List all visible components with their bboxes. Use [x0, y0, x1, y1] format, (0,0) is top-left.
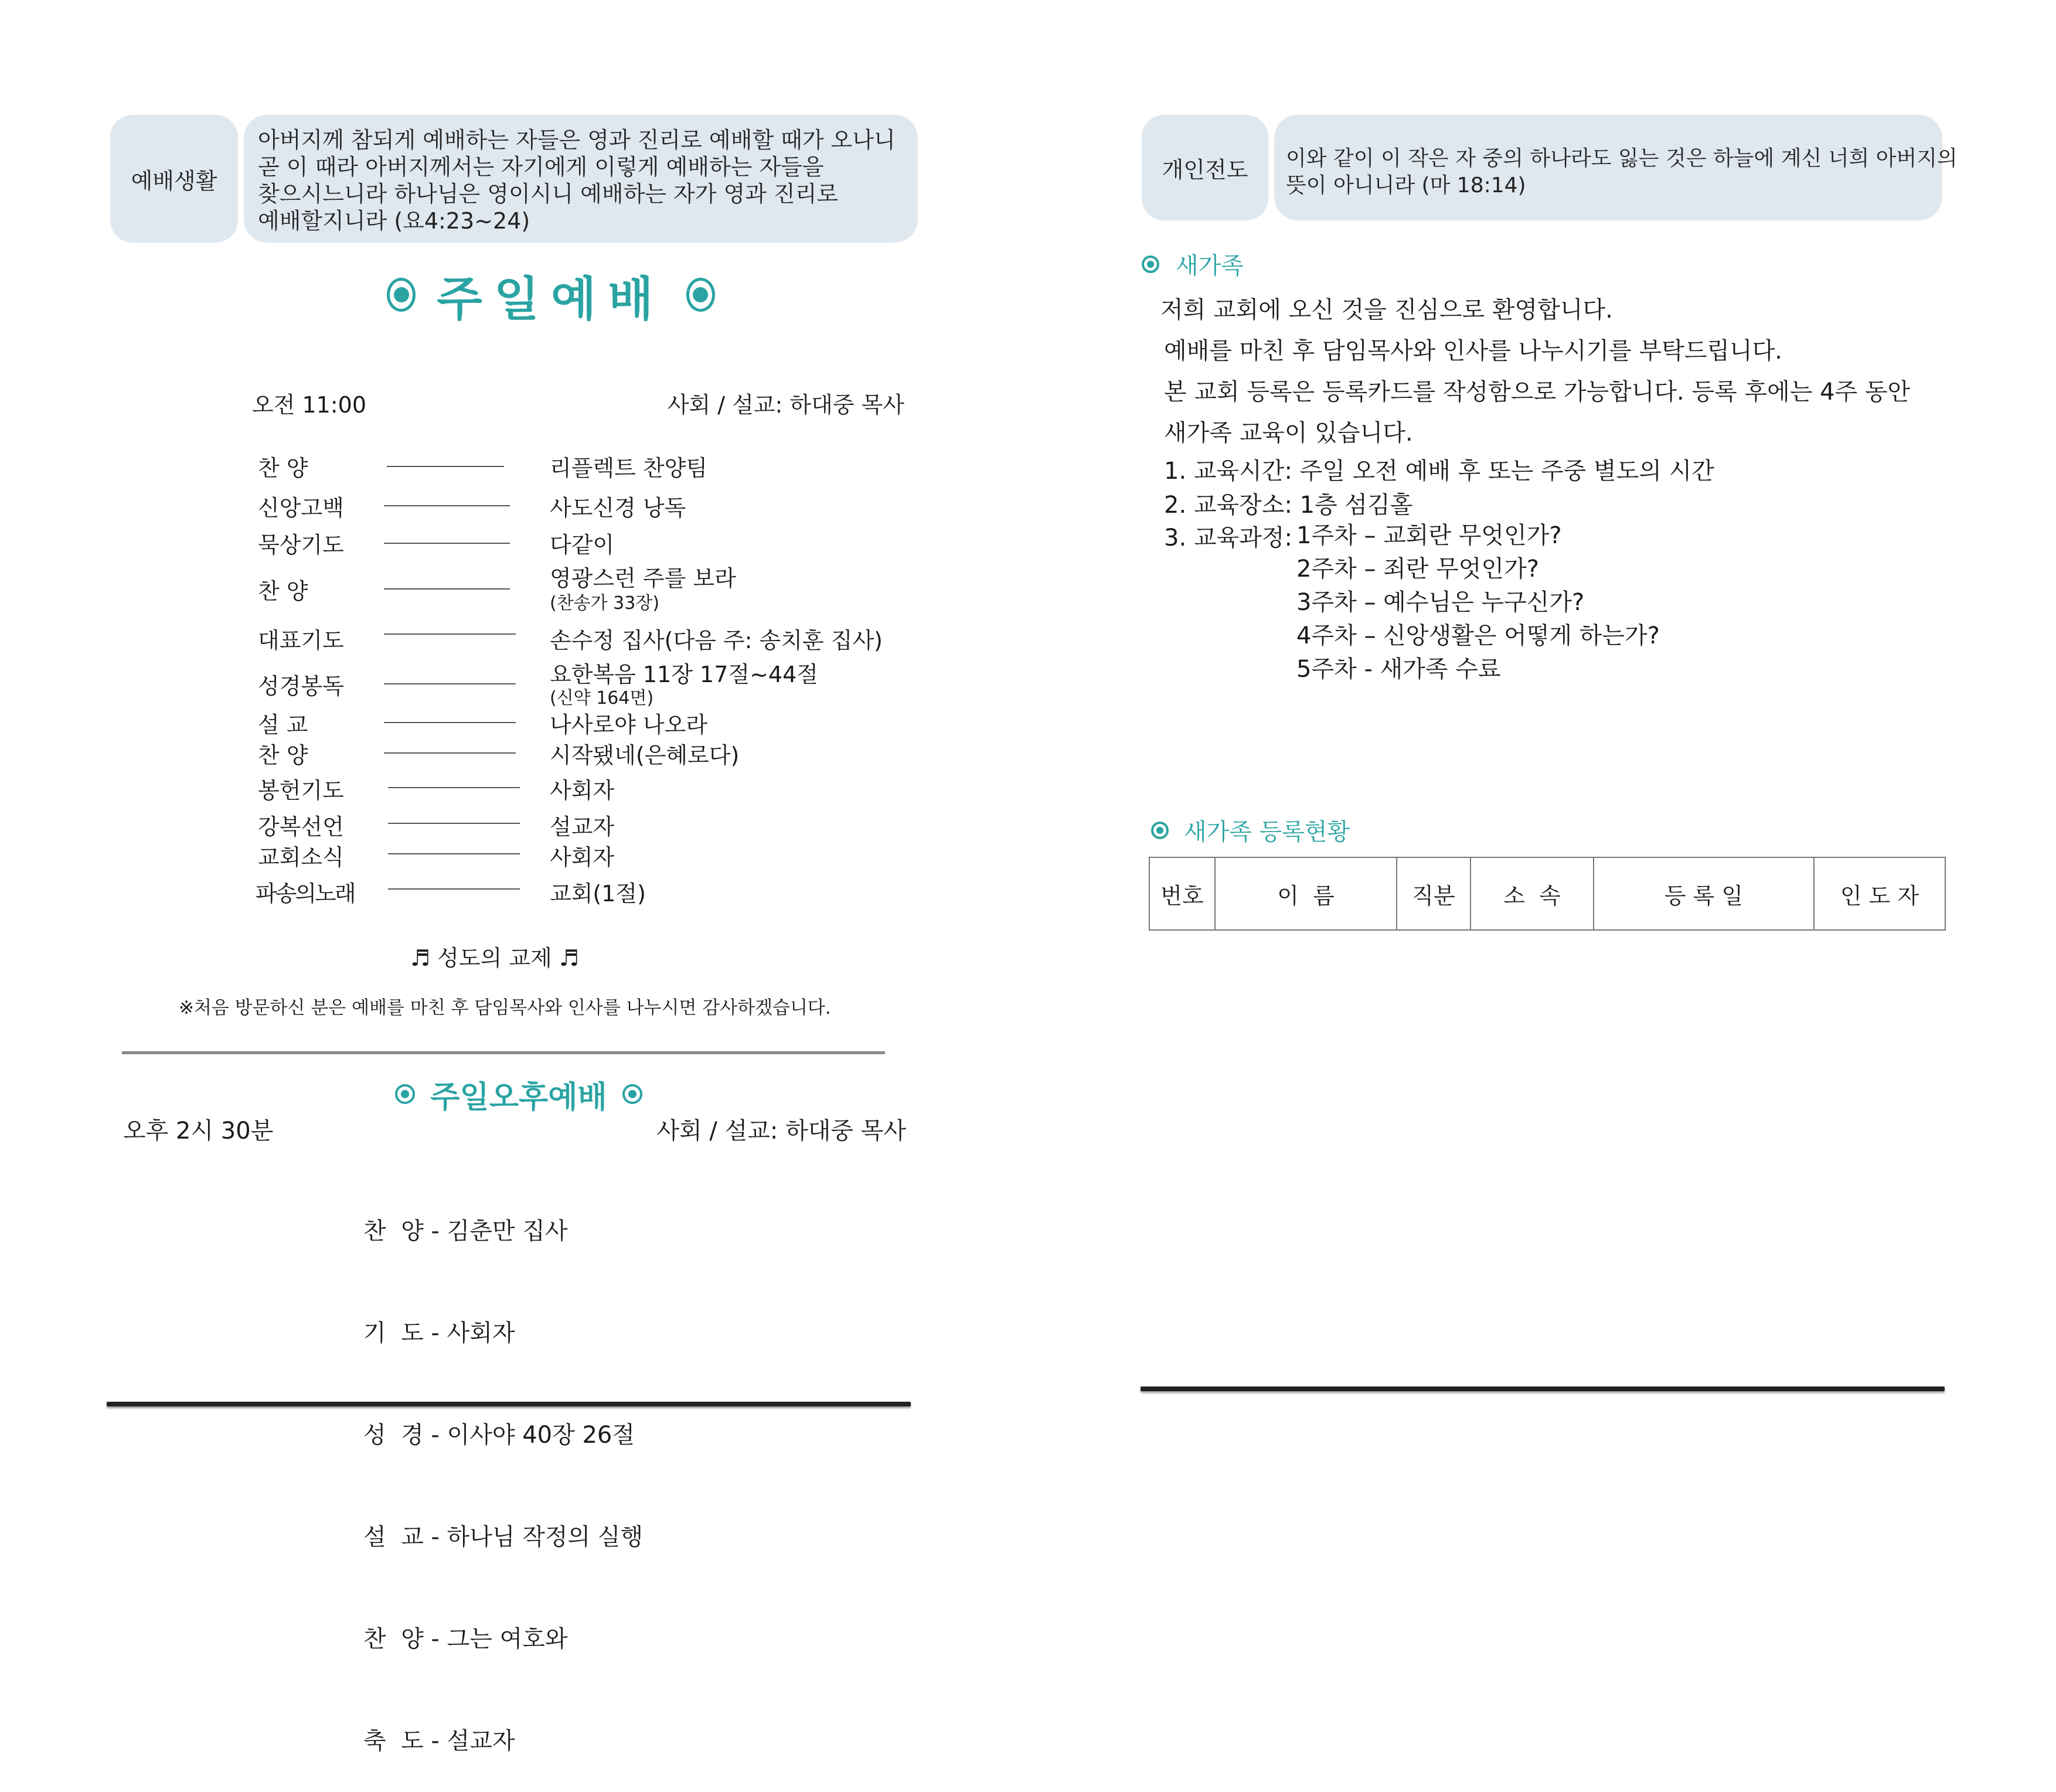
intro-line: 저희 교회에 오신 것을 진심으로 환영합니다. [1160, 297, 1613, 323]
order-divider [388, 888, 520, 890]
bottom-rule [1141, 1386, 1945, 1391]
order-item-label: 찬 양 [258, 578, 308, 604]
order-item-detail: 영광스런 주를 보라 [550, 565, 736, 591]
order-item-detail: 사도신경 낭독 [550, 495, 686, 521]
order-item-detail: 사회자 [550, 844, 615, 870]
order-divider [388, 853, 520, 854]
order-item-label: 강복선언 [258, 814, 344, 840]
worship-life-label-text: 예배생활 [131, 168, 217, 194]
order-item-note: (찬송가 33장) [550, 593, 660, 614]
order-item-detail: 시작됐네(은혜로다) [550, 742, 740, 768]
verse-line: 찾으시느니라 하나님은 영이시니 예배하는 자가 영과 진리로 [258, 181, 839, 207]
section-divider [122, 1051, 885, 1054]
afternoon-order-item: 찬 양 - 그는 여호와 [363, 1626, 568, 1653]
evangelism-label [1142, 115, 1268, 220]
target-bullet-icon [1142, 255, 1159, 273]
visitor-notice: ※처음 방문하신 분은 예배를 마친 후 담임목사와 인사를 나누시면 감사하겠습니다. [179, 997, 831, 1018]
worship-life-label [110, 115, 238, 243]
verse-line: 이와 같이 이 작은 자 중의 하나라도 잃는 것은 하늘에 계신 너희 아버지의 [1286, 147, 1958, 171]
order-item-detail: 손수정 집사(다음 주: 송치훈 집사) [550, 628, 883, 653]
order-item-label: 신앙고백 [258, 495, 344, 521]
target-bullet-icon [1151, 822, 1169, 839]
order-item-label: 대표기도 [258, 628, 344, 653]
order-item-label: 교회소식 [258, 844, 344, 870]
course-item: 2주차 – 죄란 무엇인가? [1296, 556, 1539, 582]
course-item: 4주차 – 신앙생활은 어떻게 하는가? [1296, 622, 1660, 649]
target-bullet-icon [387, 278, 416, 312]
intro-line: 예배를 마친 후 담임목사와 인사를 나누시기를 부탁드립니다. [1164, 338, 1783, 364]
order-divider [384, 543, 510, 544]
registration-heading-text: 새가족 등록현황 [1184, 819, 1350, 846]
course-item: 1주차 – 교회란 무엇인가? [1296, 522, 1562, 549]
intro-line: 본 교회 등록은 등록카드를 작성함으로 가능합니다. 등록 후에는 4주 동안 [1164, 379, 1911, 406]
order-divider [384, 683, 516, 684]
col-number: 번호 [1149, 857, 1215, 930]
order-item-detail: 교회(1절) [550, 881, 646, 907]
order-item-label: 설 교 [258, 712, 308, 738]
afternoon-order-item: 찬 양 - 김춘만 집사 [363, 1218, 568, 1245]
order-divider [384, 752, 516, 754]
order-item-label: 찬 양 [258, 455, 308, 481]
verse-line: 뜻이 아니니라 (마 18:14) [1286, 173, 1526, 197]
new-family-heading [1142, 247, 1244, 281]
course-list [1296, 519, 1660, 686]
order-divider [384, 633, 516, 635]
afternoon-service-time: 오후 2시 30분 [123, 1118, 274, 1144]
verse-line: 아버지께 참되게 예배하는 자들은 영과 진리로 예배할 때가 오나니 [258, 127, 896, 153]
evangelism-label-text: 개인전도 [1162, 156, 1248, 183]
bottom-rule [107, 1402, 911, 1406]
order-item-detail: 사회자 [550, 778, 615, 803]
afternoon-service-leader: 사회 / 설교: 하대중 목사 [656, 1118, 906, 1144]
sunday-service-title-text: 주일예배 [437, 271, 665, 326]
order-item-label: 파송의노래 [256, 881, 355, 907]
order-divider [384, 722, 516, 723]
order-item-note: (신약 164면) [550, 688, 654, 708]
course-item: 5주차 - 새가족 수료 [1296, 656, 1501, 683]
afternoon-service-title [393, 1074, 645, 1115]
order-divider [388, 823, 520, 824]
order-item-label: 묵상기도 [258, 532, 344, 558]
table-header-row [1149, 857, 1945, 930]
fellowship-text: ♬ 성도의 교제 ♬ [410, 945, 579, 971]
col-position: 직분 [1397, 857, 1470, 930]
target-bullet-icon [686, 278, 715, 312]
order-item-label: 성경봉독 [258, 673, 344, 699]
afternoon-order-item: 축 도 - 설교자 [363, 1728, 515, 1754]
afternoon-service-title-text: 주일오후예배 [430, 1079, 607, 1115]
edu-time: 1. 교육시간: 주일 오전 예배 후 또는 주중 별도의 시간 [1164, 458, 1714, 485]
afternoon-order-item: 기 도 - 사회자 [363, 1320, 515, 1347]
col-name: 이 름 [1215, 857, 1397, 930]
order-divider [384, 505, 510, 506]
sunday-service-title [387, 263, 715, 327]
edu-course-label: 3. 교육과정: [1164, 524, 1292, 551]
order-divider [387, 466, 504, 467]
verse-line: 곧 이 때라 아버지께서는 자기에게 이렇게 예배하는 자들을 [258, 154, 824, 180]
col-registration-date: 등 록 일 [1594, 857, 1814, 930]
afternoon-order-item: 설 교 - 하나님 작정의 실행 [363, 1524, 644, 1551]
sunday-service-leader: 사회 / 설교: 하대중 목사 [667, 392, 904, 418]
order-item-detail: 요한복음 11장 17절~44절 [550, 662, 819, 687]
new-family-intro [1160, 289, 1910, 454]
evangelism-verse [1274, 115, 1958, 220]
sunday-service-time: 오전 11:00 [252, 392, 367, 418]
order-item-detail: 나사로야 나오라 [550, 712, 708, 738]
course-item: 3주차 – 예수님은 누구신가? [1296, 589, 1585, 616]
registration-table [1149, 857, 1946, 931]
target-bullet-icon [622, 1084, 642, 1104]
order-divider [388, 787, 520, 788]
order-item-label: 찬 양 [258, 742, 308, 768]
afternoon-order-item: 성 경 - 이사야 40장 26절 [363, 1422, 635, 1449]
order-item-detail: 다같이 [550, 532, 615, 558]
target-bullet-icon [395, 1084, 415, 1104]
worship-life-verse [244, 115, 918, 243]
col-affiliation: 소 속 [1470, 857, 1594, 930]
verse-line: 예배할지니라 (요4:23~24) [258, 208, 530, 234]
intro-line: 새가족 교육이 있습니다. [1164, 420, 1413, 447]
registration-heading [1151, 813, 1350, 847]
new-family-heading-text: 새가족 [1176, 253, 1244, 280]
order-item-detail: 리플렉트 찬양팀 [550, 455, 708, 481]
col-guide: 인 도 자 [1814, 857, 1945, 930]
afternoon-order-list [363, 1146, 643, 1792]
edu-place: 2. 교육장소: 1층 섬김홀 [1164, 492, 1413, 519]
order-divider [384, 588, 510, 590]
order-item-detail: 설교자 [550, 814, 615, 840]
order-item-label: 봉헌기도 [258, 778, 344, 803]
